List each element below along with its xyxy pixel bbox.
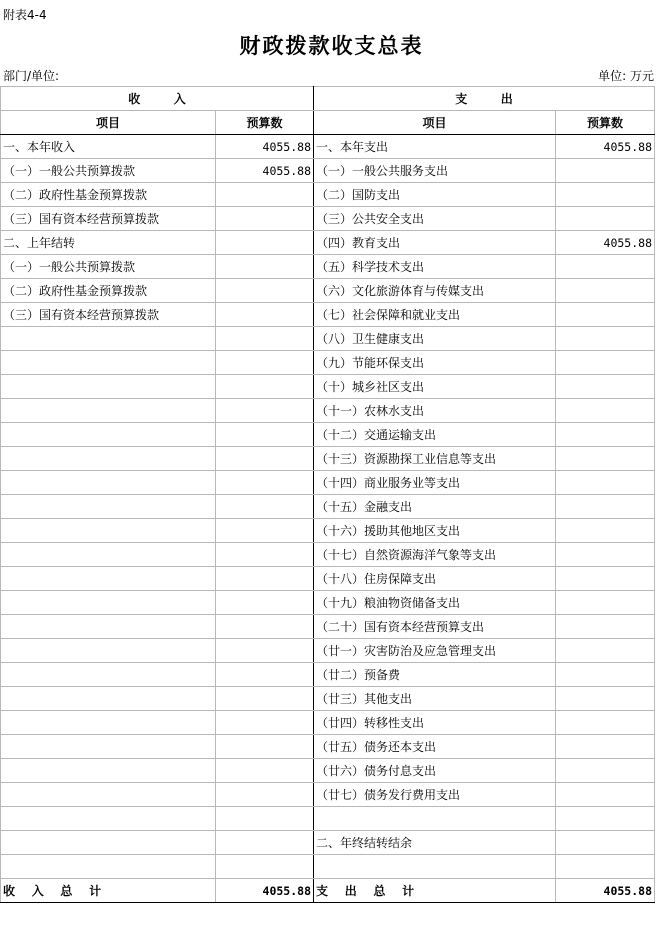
- expense-budget-cell: [556, 279, 655, 303]
- income-budget-cell: [216, 519, 314, 543]
- income-budget-header: 预算数: [216, 111, 314, 135]
- expense-item-cell: （五）科学技术支出: [314, 255, 556, 279]
- income-budget-cell: [216, 807, 314, 831]
- expense-budget-cell: 4055.88: [556, 135, 655, 159]
- income-budget-cell: [216, 711, 314, 735]
- expense-item-cell: （三）公共安全支出: [314, 207, 556, 231]
- expense-item-cell: （廿六）债务付息支出: [314, 759, 556, 783]
- expense-budget-cell: [556, 567, 655, 591]
- income-budget-cell: [216, 735, 314, 759]
- income-budget-cell: [216, 591, 314, 615]
- income-budget-cell: [216, 207, 314, 231]
- expense-item-cell: （廿三）其他支出: [314, 687, 556, 711]
- expense-budget-cell: [556, 711, 655, 735]
- income-budget-cell: [216, 783, 314, 807]
- column-header-row: [1, 111, 655, 135]
- expense-item-cell: 二、年终结转结余: [314, 831, 556, 855]
- expense-budget-cell: [556, 447, 655, 471]
- income-item-cell: [1, 735, 216, 759]
- page-title: 财政拨款收支总表: [239, 33, 424, 58]
- income-budget-cell: [216, 231, 314, 255]
- income-item-cell: [1, 783, 216, 807]
- income-budget-cell: [216, 447, 314, 471]
- expense-budget-cell: [556, 519, 655, 543]
- expense-item-cell: （廿二）预备费: [314, 663, 556, 687]
- expense-item-cell: [314, 855, 556, 879]
- income-budget-cell: [216, 759, 314, 783]
- income-item-cell: [1, 519, 216, 543]
- income-budget-cell: [216, 855, 314, 879]
- expense-item-cell: （十六）援助其他地区支出: [314, 519, 556, 543]
- income-budget-cell: [216, 639, 314, 663]
- income-item-cell: [1, 711, 216, 735]
- totals-row: [1, 879, 655, 903]
- table-row: [1, 639, 655, 663]
- income-item-cell: [1, 831, 216, 855]
- expense-item-cell: 一、本年支出: [314, 135, 556, 159]
- expense-item-cell: （十三）资源勘探工业信息等支出: [314, 447, 556, 471]
- expense-budget-cell: [556, 159, 655, 183]
- table-row: [1, 735, 655, 759]
- expense-budget-cell: [556, 687, 655, 711]
- expense-item-cell: （七）社会保障和就业支出: [314, 303, 556, 327]
- income-budget-cell: 4055.88: [216, 159, 314, 183]
- income-budget-cell: [216, 615, 314, 639]
- expense-item-cell: （九）节能环保支出: [314, 351, 556, 375]
- income-item-cell: [1, 807, 216, 831]
- income-budget-cell: [216, 255, 314, 279]
- expense-budget-cell: [556, 207, 655, 231]
- unit-label: 单位: 万元: [598, 69, 654, 83]
- table-row: [1, 327, 655, 351]
- expense-budget-cell: [556, 591, 655, 615]
- table-row: [1, 519, 655, 543]
- expense-budget-cell: [556, 639, 655, 663]
- table-row: [1, 159, 655, 183]
- expense-section-header: 支 出: [314, 87, 655, 111]
- expense-budget-cell: [556, 807, 655, 831]
- table-row: [1, 447, 655, 471]
- expense-item-cell: （廿五）债务还本支出: [314, 735, 556, 759]
- expense-budget-cell: [556, 303, 655, 327]
- table-row: [1, 687, 655, 711]
- expense-budget-cell: [556, 615, 655, 639]
- table-row: [1, 759, 655, 783]
- expense-budget-cell: [556, 471, 655, 495]
- income-item-cell: [1, 663, 216, 687]
- expense-total-label: 支 出 总 计: [314, 879, 556, 903]
- income-budget-cell: [216, 399, 314, 423]
- table-row: [1, 783, 655, 807]
- expense-item-cell: （廿一）灾害防治及应急管理支出: [314, 639, 556, 663]
- income-budget-cell: [216, 543, 314, 567]
- expense-item-cell: （二）国防支出: [314, 183, 556, 207]
- income-budget-cell: [216, 183, 314, 207]
- table-row: [1, 831, 655, 855]
- income-budget-cell: [216, 495, 314, 519]
- table-row: [1, 615, 655, 639]
- fiscal-table: [0, 86, 655, 903]
- income-item-cell: [1, 495, 216, 519]
- income-budget-cell: [216, 303, 314, 327]
- income-item-cell: 二、上年结转: [1, 231, 216, 255]
- income-item-cell: （二）政府性基金预算拨款: [1, 183, 216, 207]
- table-row: [1, 231, 655, 255]
- expense-item-cell: （四）教育支出: [314, 231, 556, 255]
- income-total-value: 4055.88: [216, 879, 314, 903]
- expense-item-cell: （六）文化旅游体育与传媒支出: [314, 279, 556, 303]
- expense-budget-cell: [556, 543, 655, 567]
- table-row: [1, 303, 655, 327]
- expense-budget-cell: [556, 663, 655, 687]
- expense-item-cell: （廿七）债务发行费用支出: [314, 783, 556, 807]
- expense-budget-header: 预算数: [556, 111, 655, 135]
- table-row: [1, 375, 655, 399]
- income-item-cell: [1, 399, 216, 423]
- expense-budget-cell: [556, 423, 655, 447]
- income-item-cell: [1, 567, 216, 591]
- income-item-cell: （三）国有资本经营预算拨款: [1, 207, 216, 231]
- income-item-cell: [1, 639, 216, 663]
- table-row: [1, 591, 655, 615]
- income-budget-cell: 4055.88: [216, 135, 314, 159]
- table-row: [1, 255, 655, 279]
- table-row: [1, 663, 655, 687]
- income-item-header: 项目: [1, 111, 216, 135]
- table-row: [1, 351, 655, 375]
- income-budget-cell: [216, 423, 314, 447]
- income-item-cell: [1, 375, 216, 399]
- expense-budget-cell: [556, 495, 655, 519]
- income-budget-cell: [216, 471, 314, 495]
- table-row: [1, 711, 655, 735]
- income-item-cell: [1, 591, 216, 615]
- income-item-cell: （一）一般公共预算拨款: [1, 159, 216, 183]
- expense-budget-cell: [556, 759, 655, 783]
- income-item-cell: [1, 447, 216, 471]
- table-row: [1, 135, 655, 159]
- income-budget-cell: [216, 375, 314, 399]
- income-budget-cell: [216, 663, 314, 687]
- expense-budget-cell: [556, 399, 655, 423]
- expense-budget-cell: [556, 351, 655, 375]
- table-row: [1, 471, 655, 495]
- table-row: [1, 207, 655, 231]
- income-budget-cell: [216, 567, 314, 591]
- expense-item-cell: （廿四）转移性支出: [314, 711, 556, 735]
- income-item-cell: （二）政府性基金预算拨款: [1, 279, 216, 303]
- expense-total-value: 4055.88: [556, 879, 655, 903]
- table-row: [1, 495, 655, 519]
- table-row: [1, 567, 655, 591]
- income-total-label: 收 入 总 计: [1, 879, 216, 903]
- income-item-cell: [1, 351, 216, 375]
- income-section-header: 收 入: [1, 87, 314, 111]
- expense-budget-cell: [556, 831, 655, 855]
- section-header-row: [1, 87, 655, 111]
- expense-item-cell: （十四）商业服务业等支出: [314, 471, 556, 495]
- expense-item-header: 项目: [314, 111, 556, 135]
- expense-item-cell: （二十）国有资本经营预算支出: [314, 615, 556, 639]
- income-item-cell: （一）一般公共预算拨款: [1, 255, 216, 279]
- income-item-cell: [1, 759, 216, 783]
- income-budget-cell: [216, 831, 314, 855]
- income-budget-cell: [216, 327, 314, 351]
- expense-budget-cell: [556, 183, 655, 207]
- expense-item-cell: （十八）住房保障支出: [314, 567, 556, 591]
- expense-item-cell: （十九）粮油物资储备支出: [314, 591, 556, 615]
- income-item-cell: 一、本年收入: [1, 135, 216, 159]
- expense-item-cell: （一）一般公共服务支出: [314, 159, 556, 183]
- expense-item-cell: （八）卫生健康支出: [314, 327, 556, 351]
- income-item-cell: [1, 423, 216, 447]
- expense-budget-cell: [556, 855, 655, 879]
- department-label: 部门/单位:: [3, 69, 60, 83]
- table-row: [1, 183, 655, 207]
- expense-item-cell: （十二）交通运输支出: [314, 423, 556, 447]
- table-row: [1, 399, 655, 423]
- income-item-cell: [1, 687, 216, 711]
- expense-budget-cell: [556, 327, 655, 351]
- expense-item-cell: （十七）自然资源海洋气象等支出: [314, 543, 556, 567]
- income-item-cell: [1, 471, 216, 495]
- expense-budget-cell: [556, 735, 655, 759]
- table-row: [1, 543, 655, 567]
- income-budget-cell: [216, 687, 314, 711]
- table-row: [1, 855, 655, 879]
- expense-budget-cell: [556, 783, 655, 807]
- income-item-cell: [1, 615, 216, 639]
- expense-budget-cell: [556, 375, 655, 399]
- table-row: [1, 423, 655, 447]
- expense-budget-cell: 4055.88: [556, 231, 655, 255]
- attachment-label: 附表4-4: [3, 8, 47, 22]
- expense-item-cell: （十一）农林水支出: [314, 399, 556, 423]
- income-budget-cell: [216, 351, 314, 375]
- expense-item-cell: （十五）金融支出: [314, 495, 556, 519]
- expense-budget-cell: [556, 255, 655, 279]
- income-item-cell: [1, 855, 216, 879]
- income-item-cell: （三）国有资本经营预算拨款: [1, 303, 216, 327]
- income-budget-cell: [216, 279, 314, 303]
- table-row: [1, 807, 655, 831]
- table-row: [1, 279, 655, 303]
- expense-item-cell: （十）城乡社区支出: [314, 375, 556, 399]
- expense-item-cell: [314, 807, 556, 831]
- income-item-cell: [1, 327, 216, 351]
- income-item-cell: [1, 543, 216, 567]
